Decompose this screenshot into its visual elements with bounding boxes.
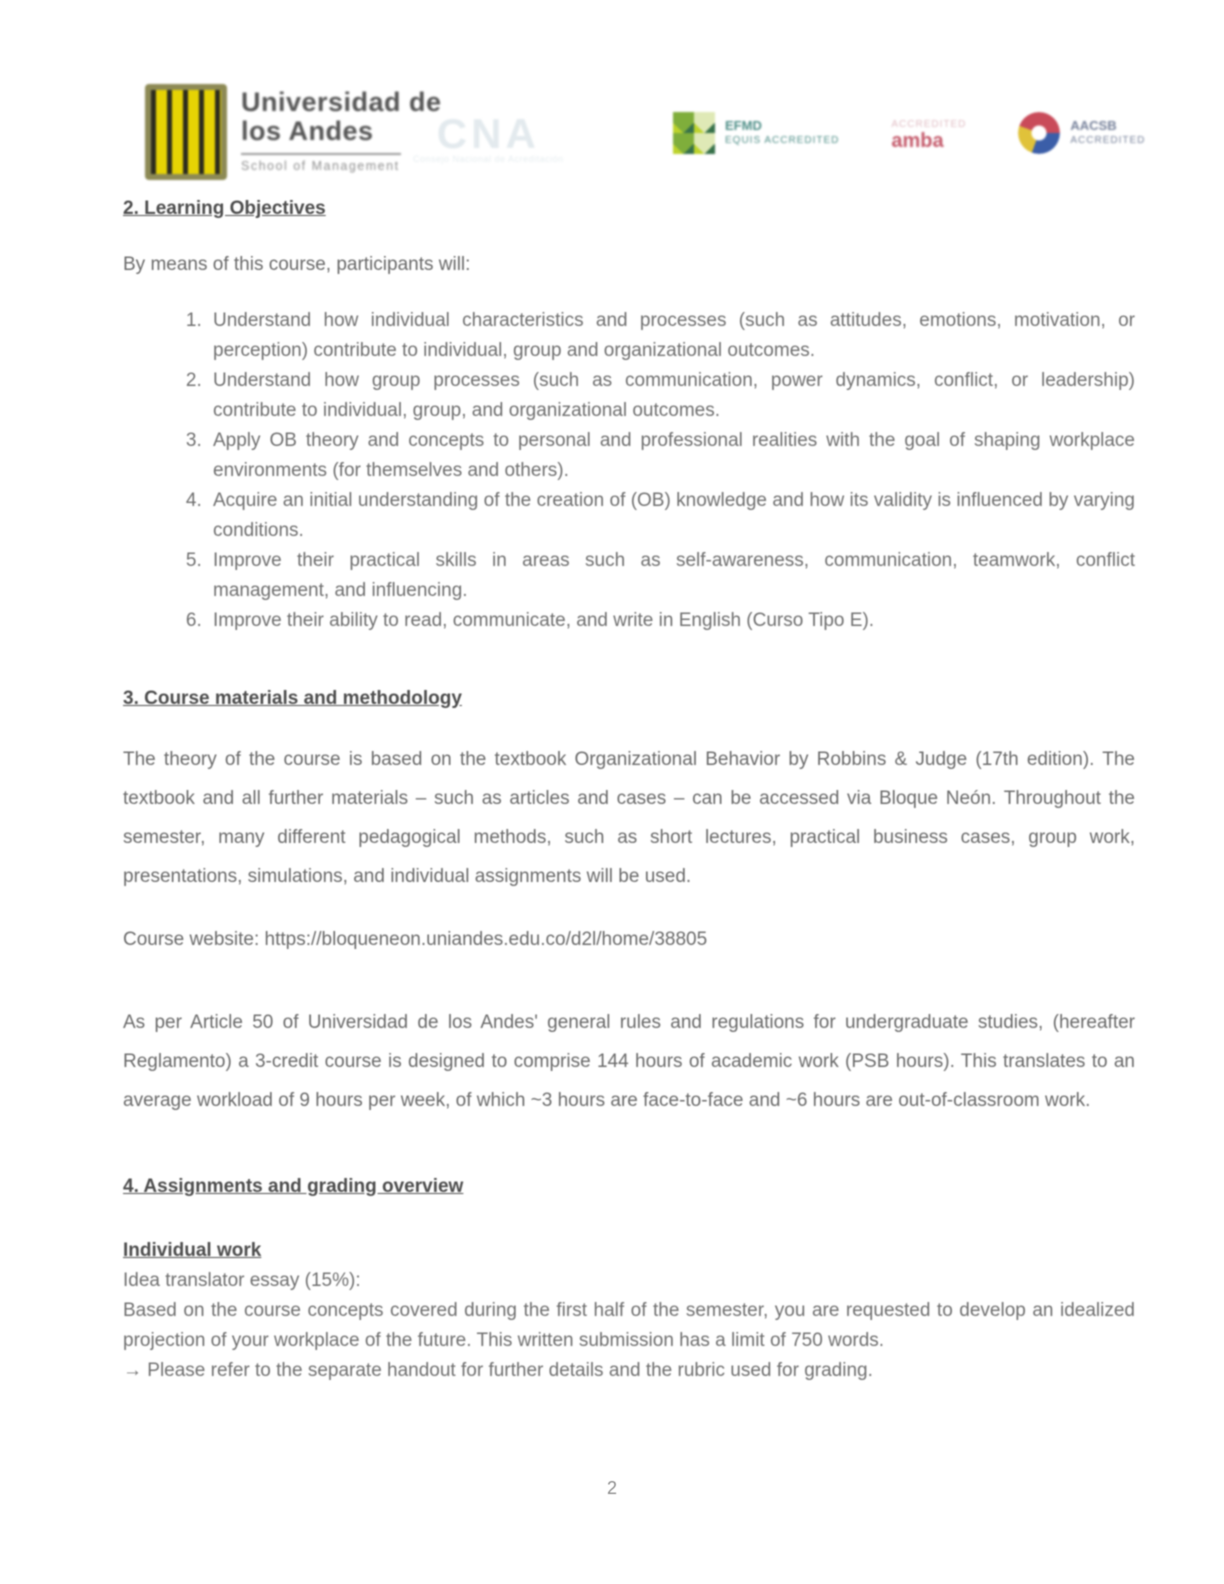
equis-label [725, 118, 839, 148]
amba-label [891, 117, 966, 150]
aacsb-label-line1: AACSB [1070, 118, 1117, 133]
equis-label-line2: EQUIS ACCREDITED [725, 135, 840, 146]
university-logo [145, 84, 442, 180]
university-logo-text [241, 84, 442, 173]
section-heading-learning-objectives: 2. Learning Objectives [123, 198, 326, 219]
cna-watermark [413, 110, 564, 164]
university-subtitle: School of Management [241, 153, 401, 173]
materials-paragraph: The theory of the course is based on the textbook Organizational Behavior by Robbins & Judge (17th edition). The textbook and all further materials – such as articles and cases – can be accessed via Bloque Neón. Throughout the semester, many different pedagogical methods, such as short lectures, practical business cases, group work, presentations, simulations, and individual assignments will be used. [123, 749, 1135, 887]
section-heading-assignments: 4. Assignments and grading overview [123, 1176, 464, 1197]
objective-item: 4. Acquire an initial understanding of the creation of (OB) knowledge and how its validity is influenced by varying conditions. [207, 486, 1135, 546]
essay-description: Based on the course concepts covered during the first half of the semester, you are requested to develop an idealized projection of your workplace of the future. This written submission has a limit of 750 words. [123, 1300, 1135, 1351]
amba-label-line1: amba [891, 129, 944, 152]
course-website-url: https://bloqueneon.uniandes.edu.co/d2l/home/38805 [264, 929, 708, 950]
objective-item: 3. Apply OB theory and concepts to personal and professional realities with the goal of shaping workplace environments (for themselves and others). [207, 426, 1135, 486]
page-number: 2 [606, 1478, 617, 1498]
essay-title: Idea translator essay (15%): [123, 1270, 361, 1291]
objective-item: 6. Improve their ability to read, communicate, and write in English (Curso Tipo E). [207, 606, 1135, 636]
individual-work-heading: Individual work [123, 1240, 262, 1261]
objectives-intro: By means of this course, participants will: [123, 254, 471, 275]
accreditation-logo-aacsb [1018, 112, 1145, 154]
university-name [241, 88, 442, 146]
equis-checker-icon [673, 112, 715, 154]
workload-paragraph: As per Article 50 of Universidad de los Andes' general rules and regulations for undergraduate studies, (hereafter Reglamento) a 3-credit course is designed to comprise 144 hours of academic work (PSB hours). This translates to an average workload of 9 hours per week, of which ~3 hours are face-to-face and ~6 hours are out-of-classroom work. [123, 1012, 1135, 1111]
university-name-line1: Universidad de [241, 87, 442, 117]
document-body [123, 196, 1135, 1386]
accreditation-logos [673, 112, 1145, 154]
section-heading-course-materials: 3. Course materials and methodology [123, 688, 462, 709]
aacsb-swirl-icon [1018, 112, 1060, 154]
objective-item: 5. Improve their practical skills in areas such as self-awareness, communication, teamwork, conflict management, and influencing. [207, 546, 1135, 606]
course-website-label: Course website: [123, 929, 260, 950]
accreditation-logo-amba [891, 117, 966, 150]
cna-subtitle: Consejo Nacional de Acreditación [413, 154, 564, 164]
objective-item: 1. Understand how individual characteristics and processes (such as attitudes, emotions, motivation, or perception) contribute to individual, group and organizational outcomes. [207, 306, 1135, 366]
aacsb-label-line2: ACCREDITED [1070, 135, 1146, 146]
header-logos [145, 84, 1164, 189]
essay-note: → Please refer to the separate handout for further details and the rubric used for grading. [123, 1360, 873, 1381]
university-shield-icon [145, 84, 227, 180]
course-website-line [123, 920, 1135, 959]
objective-item: 2. Understand how group processes (such as communication, power dynamics, conflict, or leadership) contribute to individual, group, and organizational outcomes. [207, 366, 1135, 426]
amba-label-line2: ACCREDITED [891, 118, 967, 130]
equis-label-line1: EFMD [725, 118, 762, 133]
cna-acronym: CNA [436, 110, 540, 157]
university-name-line2: los Andes [241, 116, 374, 146]
objectives-list [123, 306, 1135, 636]
accreditation-logo-equis [673, 112, 839, 154]
aacsb-label [1070, 118, 1145, 148]
